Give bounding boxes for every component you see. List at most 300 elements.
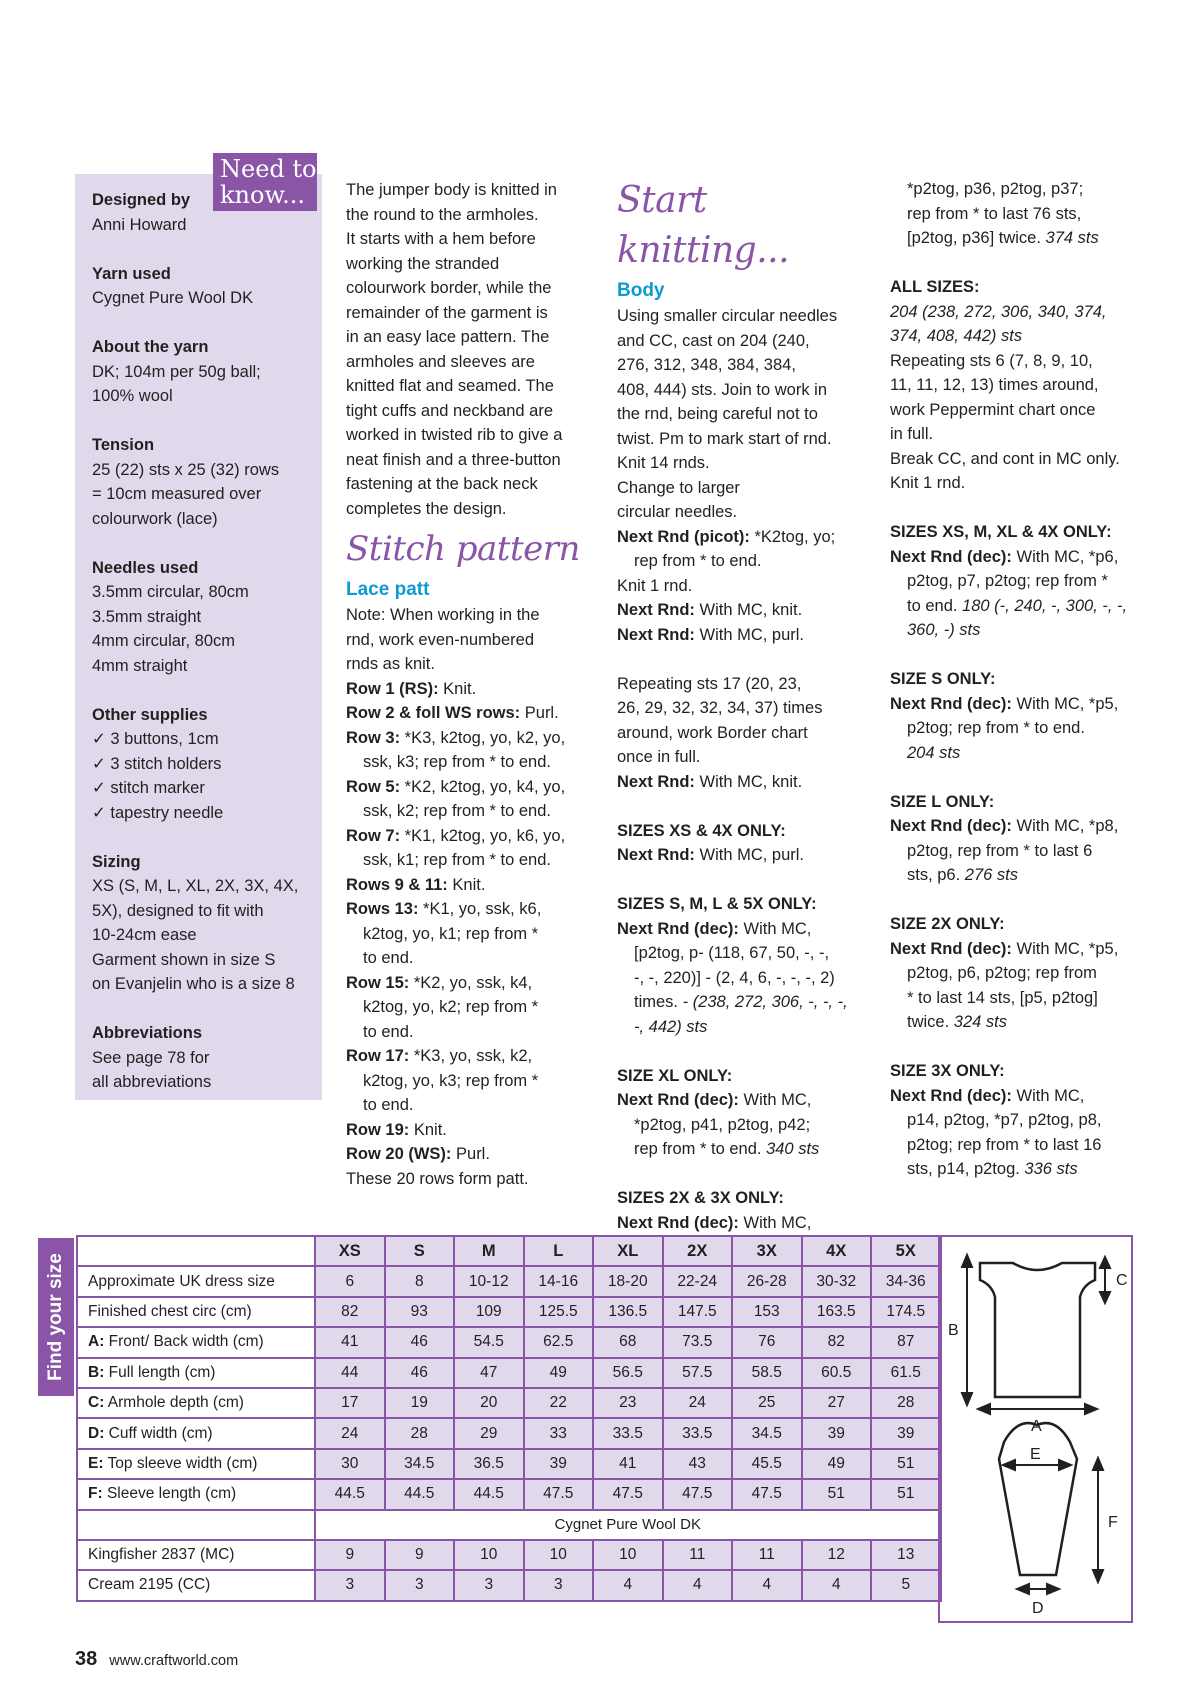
- measurement-value: 17: [315, 1388, 385, 1418]
- next-rnd-label: Next Rnd:: [617, 846, 695, 864]
- size-header-cell: XS: [315, 1236, 385, 1266]
- sizes-xs-4x-heading: [617, 819, 867, 844]
- row-text: Purl.: [520, 704, 559, 722]
- measurement-value: 33: [524, 1418, 594, 1448]
- body-outline: [980, 1263, 1095, 1397]
- s4-line-3: * to last 14 sts, [p5, p2tog]: [907, 988, 1098, 1007]
- yarn-ball-count: 12: [802, 1540, 872, 1570]
- sidebar-heading: Designed by: [92, 191, 191, 209]
- measurement-value: 47.5: [732, 1479, 802, 1509]
- x23-line-1: With MC,: [738, 1213, 812, 1232]
- repeat-line: Repeating sts 17 (20, 23,: [617, 674, 802, 693]
- yarn-ball-count: 10: [454, 1540, 524, 1570]
- measurement-value: 51: [871, 1449, 941, 1479]
- find-your-size-tab: [38, 1238, 74, 1396]
- sml5x-line-3: -, -, 220)] - (2, 4, 6, -, -, -, 2): [634, 968, 835, 987]
- measurement-row: [77, 1297, 941, 1327]
- s5-line-4: [890, 1157, 1150, 1182]
- measurement-prefix: B:: [88, 1363, 105, 1381]
- size-xl-heading-text: SIZE XL ONLY:: [617, 1066, 733, 1085]
- lace-row: [346, 824, 591, 849]
- all-sizes-line: Knit 1 rnd.: [890, 474, 966, 492]
- measurement-value: 8: [385, 1266, 455, 1296]
- s4-heading: [890, 912, 1150, 937]
- measurement-value: 47.5: [593, 1479, 663, 1509]
- measurement-name: Front/ Back width (cm): [104, 1333, 264, 1351]
- measurement-row: [77, 1388, 941, 1418]
- size-header-cell: 5X: [871, 1236, 941, 1266]
- sml5x-line-4: [617, 990, 867, 1015]
- size-header-cell: XL: [593, 1236, 663, 1266]
- s5-heading-text: SIZE 3X ONLY:: [890, 1062, 1005, 1080]
- s1-line-3-text: to end.: [907, 596, 963, 615]
- measurement-prefix: D:: [88, 1424, 105, 1442]
- measurement-value: 46: [385, 1358, 455, 1388]
- lace-patt-heading: Lace patt: [346, 579, 430, 600]
- measurement-name: Sleeve length (cm): [102, 1485, 237, 1503]
- sizes-xs-4x-heading-text: SIZES XS & 4X ONLY:: [617, 821, 786, 840]
- measurement-value: 147.5: [663, 1297, 733, 1327]
- row-label: Rows 9 & 11:: [346, 875, 448, 894]
- body-line: Using smaller circular needles: [617, 307, 838, 325]
- column-intro: [346, 178, 591, 1191]
- measurement-name: Full length (cm): [104, 1363, 216, 1381]
- measurement-value: 39: [871, 1418, 941, 1448]
- dec-label: Next Rnd (dec):: [890, 694, 1012, 713]
- yarn-ball-count: 10: [524, 1540, 594, 1570]
- picot-line-2: rep from * to end.: [634, 552, 762, 570]
- measurement-value: 14-16: [524, 1266, 594, 1296]
- size-xl-heading: [617, 1064, 867, 1089]
- sidebar-section: [92, 262, 312, 311]
- measurement-value: 47.5: [663, 1479, 733, 1509]
- measurement-value: 46: [385, 1327, 455, 1357]
- s4-line-4: [890, 1010, 1150, 1035]
- measurement-value: 163.5: [802, 1297, 872, 1327]
- s5-line-1: With MC,: [1011, 1086, 1085, 1105]
- measurement-row: [77, 1449, 941, 1479]
- s1-heading: [890, 520, 1150, 545]
- s2-heading: [890, 667, 1150, 692]
- row-label: Row 3:: [346, 728, 401, 747]
- knit-one-rnd: Knit 1 rnd.: [617, 576, 693, 595]
- s4-line-4-text: twice.: [907, 1013, 954, 1031]
- yarn-ball-count: 5: [871, 1570, 941, 1600]
- intro-line: armholes and sleeves are: [346, 352, 535, 371]
- row-continuation: to end.: [363, 1022, 414, 1041]
- row-text: Knit.: [409, 1120, 447, 1139]
- picot-label: Next Rnd (picot):: [617, 527, 750, 546]
- yarn-name: Cygnet Pure Wool DK: [315, 1510, 941, 1540]
- row-label: Row 15:: [346, 973, 410, 992]
- sizes-sml5x-heading: [617, 892, 867, 917]
- measurement-row: [77, 1327, 941, 1357]
- next-rnd-knit-2: [617, 770, 867, 795]
- picot-row: [617, 525, 867, 550]
- measurement-value: 51: [871, 1479, 941, 1509]
- yarn-ball-count: 3: [315, 1570, 385, 1600]
- note-line: rnds as knit.: [346, 655, 435, 673]
- intro-line: It starts with a hem before: [346, 230, 536, 248]
- row-text: *K1, k2tog, yo, k6, yo,: [400, 826, 566, 845]
- measurement-value: 93: [385, 1297, 455, 1327]
- sidebar-line: colourwork (lace): [92, 509, 218, 528]
- yarn-ball-count: 4: [802, 1570, 872, 1600]
- s2-line-1: With MC, *p5,: [1011, 694, 1119, 713]
- lace-row: [346, 701, 591, 726]
- measurement-value: 24: [315, 1418, 385, 1448]
- all-sizes-text: [890, 349, 1150, 496]
- measurement-value: 24: [663, 1388, 733, 1418]
- sidebar-line: on Evanjelin who is a size 8: [92, 975, 295, 993]
- sidebar-line: all abbreviations: [92, 1073, 212, 1091]
- label-d: D: [1032, 1600, 1044, 1617]
- sizes-2x-3x-heading-text: SIZES 2X & 3X ONLY:: [617, 1189, 784, 1207]
- s5-line-2: p14, p2tog, *p7, p2tog, p8,: [907, 1111, 1102, 1129]
- s2-sts: 204 sts: [907, 743, 961, 762]
- sidebar-heading: Needles used: [92, 558, 199, 577]
- xl-line-2: *p2tog, p41, p2tog, p42;: [634, 1115, 811, 1134]
- s1-line-3: [890, 594, 1150, 619]
- measurement-prefix: A:: [88, 1333, 105, 1351]
- sidebar-line: DK; 104m per 50g ball;: [92, 362, 261, 381]
- intro-line: working the stranded: [346, 254, 500, 273]
- row-text: *K3, k2tog, yo, k2, yo,: [400, 728, 566, 747]
- measurement-value: 49: [802, 1449, 872, 1479]
- sidebar-heading: Sizing: [92, 852, 141, 871]
- row-continuation: to end.: [363, 949, 414, 967]
- sml5x-times: times.: [634, 993, 679, 1011]
- page-footer: [75, 1648, 238, 1671]
- yarn-ball-count: 3: [524, 1570, 594, 1600]
- measurement-value: 39: [802, 1418, 872, 1448]
- measurement-value: 19: [385, 1388, 455, 1418]
- body-line: circular needles.: [617, 503, 738, 521]
- measurement-label: [77, 1479, 315, 1509]
- intro-line: the round to the armholes.: [346, 205, 539, 224]
- measurement-value: 136.5: [593, 1297, 663, 1327]
- yarn-ball-count: 4: [593, 1570, 663, 1600]
- sidebar-line: 25 (22) sts x 25 (32) rows: [92, 460, 280, 479]
- measurement-value: 87: [871, 1327, 941, 1357]
- sidebar-heading: Tension: [92, 436, 155, 454]
- next-rnd-purl-text: With MC, purl.: [694, 846, 805, 864]
- sml5x-line-2: [p2tog, p- (118, 67, 50, -, -,: [634, 944, 830, 962]
- s3-heading-text: SIZE L ONLY:: [890, 792, 995, 811]
- garment-schematic: [938, 1235, 1133, 1623]
- row-continuation: k2tog, yo, k3; rep from *: [363, 1071, 539, 1090]
- s1-sts-1: 180 (-, 240, -, 300, -, -,: [962, 596, 1128, 615]
- sidebar-section: [92, 433, 312, 531]
- size-header-row: [77, 1236, 941, 1266]
- dec-label: Next Rnd (dec):: [617, 1091, 739, 1109]
- next-rnd-purl: [617, 623, 867, 648]
- sml5x-sts-1: - (238, 272, 306, -, -, -,: [682, 993, 848, 1011]
- sidebar-section: [92, 1021, 312, 1095]
- row-continuation: ssk, k3; rep from * to end.: [363, 753, 551, 771]
- sml5x-line-1: With MC,: [738, 919, 812, 938]
- s3-line-3-text: sts, p6.: [907, 866, 965, 884]
- column-sizes: [890, 177, 1150, 1182]
- sidebar-line: 5X), designed to fit with: [92, 901, 264, 920]
- measurement-value: 33.5: [593, 1418, 663, 1448]
- s3-line-1: With MC, *p8,: [1011, 817, 1119, 835]
- body-line: Change to larger: [617, 478, 740, 497]
- label-a: A: [1031, 1418, 1042, 1435]
- lace-row: [346, 971, 591, 996]
- sidebar-heading: Other supplies: [92, 705, 208, 724]
- sidebar-line: 10-24cm ease: [92, 926, 197, 944]
- sizes-sml5x-heading-text: SIZES S, M, L & 5X ONLY:: [617, 895, 817, 913]
- yarn-colour-label: Cream 2195 (CC): [77, 1570, 315, 1600]
- repeat-line: 26, 29, 32, 32, 34, 37) times: [617, 699, 823, 717]
- row-label: Row 1 (RS):: [346, 679, 439, 698]
- row-label: Row 17:: [346, 1047, 410, 1065]
- measurement-value: 51: [802, 1479, 872, 1509]
- next-rnd-label: Next Rnd:: [617, 772, 695, 791]
- dec-label: Next Rnd (dec):: [617, 1213, 739, 1232]
- intro-line: The jumper body is knitted in: [346, 181, 557, 199]
- intro-line: completes the design.: [346, 499, 507, 518]
- measurement-value: 30: [315, 1449, 385, 1479]
- note-line: rnd, work even-numbered: [346, 630, 535, 649]
- measurement-label: [77, 1266, 315, 1296]
- sml5x-dec-row: [617, 917, 867, 942]
- s3-line-2: p2tog, rep from * to last 6: [907, 841, 1093, 860]
- measurement-value: 41: [593, 1449, 663, 1479]
- yarn-ball-count: 11: [732, 1540, 802, 1570]
- size-header-cell: 3X: [732, 1236, 802, 1266]
- sidebar-line: ✓ tapestry needle: [92, 803, 224, 822]
- sidebar-line: 100% wool: [92, 387, 173, 405]
- all-sizes-heading-text: ALL SIZES:: [890, 278, 980, 296]
- measurement-value: 39: [524, 1449, 594, 1479]
- xl-line-3-text: rep from * to end.: [634, 1140, 767, 1158]
- label-c: C: [1116, 1272, 1128, 1289]
- measurement-value: 61.5: [871, 1358, 941, 1388]
- sidebar-section: [92, 556, 312, 679]
- measurement-value: 23: [593, 1388, 663, 1418]
- measurement-value: 45.5: [732, 1449, 802, 1479]
- sidebar-line: 3.5mm circular, 80cm: [92, 583, 249, 601]
- xl-dec-row: [617, 1088, 867, 1113]
- yarn-ball-count: 4: [663, 1570, 733, 1600]
- row-continuation: ssk, k1; rep from * to end.: [363, 851, 551, 869]
- dec-label: Next Rnd (dec):: [890, 547, 1012, 566]
- s4-sts: 324 sts: [953, 1013, 1007, 1031]
- measurement-value: 27: [802, 1388, 872, 1418]
- all-sizes-heading: [890, 275, 1150, 300]
- s5-line-3: p2tog; rep from * to last 16: [907, 1135, 1102, 1154]
- body-line: the rnd, being careful not to: [617, 405, 818, 423]
- measurement-value: 73.5: [663, 1327, 733, 1357]
- lace-note: [346, 603, 591, 677]
- measurement-value: 125.5: [524, 1297, 594, 1327]
- label-b: B: [948, 1322, 959, 1339]
- yarn-colour-label: Kingfisher 2837 (MC): [77, 1540, 315, 1570]
- measurement-value: 60.5: [802, 1358, 872, 1388]
- s1-dec-row: [890, 545, 1150, 570]
- s3-line-3: [890, 863, 1150, 888]
- intro-line: tight cuffs and neckband are: [346, 401, 554, 420]
- measurement-row: [77, 1266, 941, 1296]
- sidebar-section: [92, 188, 312, 237]
- row-label: Row 5:: [346, 777, 401, 796]
- start-knitting-heading: Start knitting...: [617, 180, 790, 271]
- body-line: Knit 14 rnds.: [617, 454, 710, 472]
- measurement-value: 26-28: [732, 1266, 802, 1296]
- size-header-cell: M: [454, 1236, 524, 1266]
- measurement-value: 174.5: [871, 1297, 941, 1327]
- s2-dec-row: [890, 692, 1150, 717]
- repeat-line: once in full.: [617, 748, 701, 766]
- dec-label: Next Rnd (dec):: [890, 817, 1012, 835]
- sidebar-section: [92, 703, 312, 826]
- s1-heading-text: SIZES XS, M, XL & 4X ONLY:: [890, 523, 1112, 541]
- xl-line-1: With MC,: [738, 1091, 812, 1109]
- lace-row: [346, 897, 591, 922]
- yarn-row: [77, 1570, 941, 1600]
- sidebar-line: Cygnet Pure Wool DK: [92, 289, 254, 307]
- measurement-value: 47: [454, 1358, 524, 1388]
- sidebar-section: [92, 335, 312, 409]
- column-start-knitting: [617, 176, 867, 1235]
- size-header-cell: S: [385, 1236, 455, 1266]
- sidebar-line: ✓ 3 buttons, 1cm: [92, 730, 219, 748]
- row-label: Row 19:: [346, 1120, 410, 1139]
- s5-sts: 336 sts: [1024, 1160, 1078, 1178]
- body-line: 408, 444) sts. Join to work in: [617, 380, 828, 399]
- measurement-prefix: E:: [88, 1454, 104, 1472]
- row-text: Purl.: [451, 1145, 490, 1163]
- schematic-svg: [940, 1237, 1131, 1621]
- measurement-value: 34-36: [871, 1266, 941, 1296]
- row-text: *K2, k2tog, yo, k4, yo,: [400, 777, 566, 796]
- yarn-ball-count: 4: [732, 1570, 802, 1600]
- lace-row: [346, 873, 591, 898]
- row-label: Row 7:: [346, 826, 401, 845]
- badge-line-2: know...: [220, 181, 306, 209]
- next-rnd-knit-text: With MC, knit.: [694, 601, 803, 619]
- sidebar-line: 3.5mm straight: [92, 607, 202, 626]
- picot-line-1: *K2tog, yo;: [749, 527, 836, 546]
- measurement-value: 68: [593, 1327, 663, 1357]
- measurement-value: 44: [315, 1358, 385, 1388]
- cont-line-1: *p2tog, p36, p2tog, p37;: [907, 180, 1084, 198]
- measurement-value: 41: [315, 1327, 385, 1357]
- measurement-value: 76: [732, 1327, 802, 1357]
- measurement-label: [77, 1449, 315, 1479]
- measurement-value: 6: [315, 1266, 385, 1296]
- dec-label: Next Rnd (dec):: [890, 1086, 1012, 1105]
- s5-line-4-text: sts, p14, p2tog.: [907, 1160, 1025, 1178]
- all-sizes-line: Break CC, and cont in MC only.: [890, 449, 1120, 468]
- repeat-text: [617, 672, 867, 770]
- label-e: E: [1030, 1446, 1041, 1463]
- measurement-value: 54.5: [454, 1327, 524, 1357]
- measurement-label: [77, 1297, 315, 1327]
- next-rnd-label: Next Rnd:: [617, 625, 695, 644]
- header-blank: [77, 1236, 315, 1266]
- s2-heading-text: SIZE S ONLY:: [890, 670, 996, 688]
- sidebar-heading: About the yarn: [92, 338, 209, 356]
- next-rnd-label: Next Rnd:: [617, 601, 695, 619]
- sizes-2x-3x-heading: [617, 1186, 867, 1211]
- intro-line: knitted flat and seamed. The: [346, 377, 554, 395]
- measurement-name: Top sleeve width (cm): [103, 1454, 258, 1472]
- sidebar-line: XS (S, M, L, XL, 2X, 3X, 4X,: [92, 877, 299, 895]
- measurement-value: 57.5: [663, 1358, 733, 1388]
- s5-dec-row: [890, 1084, 1150, 1109]
- intro-line: remainder of the garment is: [346, 303, 548, 322]
- yarn-ball-count: 9: [315, 1540, 385, 1570]
- measurement-label: [77, 1327, 315, 1357]
- yarn-ball-count: 9: [385, 1540, 455, 1570]
- measurement-value: 82: [802, 1327, 872, 1357]
- stitch-pattern-heading: Stitch pattern: [346, 529, 580, 569]
- sidebar-line: ✓ stitch marker: [92, 779, 205, 797]
- yarn-name-row: [77, 1510, 941, 1540]
- measurement-name: Approximate UK dress size: [88, 1272, 275, 1290]
- sidebar-content: [92, 188, 312, 1119]
- measurement-value: 20: [454, 1388, 524, 1418]
- measurement-value: 25: [732, 1388, 802, 1418]
- measurement-label: [77, 1388, 315, 1418]
- row-label: Row 2 & foll WS rows:: [346, 704, 521, 722]
- sml5x-sts-2: -, 442) sts: [634, 1017, 708, 1036]
- measurement-value: 44.5: [315, 1479, 385, 1509]
- lace-rows: [346, 677, 591, 1167]
- all-sizes-line: work Peppermint chart once: [890, 400, 1096, 419]
- measurement-value: 43: [663, 1449, 733, 1479]
- x23-dec-row: [617, 1211, 867, 1236]
- badge-line-1: Need to: [220, 155, 317, 183]
- sidebar-section: [92, 850, 312, 997]
- measurement-value: 33.5: [663, 1418, 733, 1448]
- measurement-value: 109: [454, 1297, 524, 1327]
- row-text: Knit.: [447, 875, 486, 894]
- sidebar-heading: Yarn used: [92, 264, 171, 283]
- yarn-ball-count: 3: [454, 1570, 524, 1600]
- all-sizes-line: Repeating sts 6 (7, 8, 9, 10,: [890, 351, 1093, 370]
- sidebar-line: ✓ 3 stitch holders: [92, 754, 222, 773]
- measurement-value: 29: [454, 1418, 524, 1448]
- repeat-line: around, work Border chart: [617, 723, 808, 742]
- measurement-value: 82: [315, 1297, 385, 1327]
- label-f: F: [1108, 1514, 1118, 1531]
- footer-url[interactable]: www.craftworld.com: [109, 1653, 239, 1669]
- xl-line-3: [617, 1137, 867, 1162]
- lace-row: [346, 1118, 591, 1143]
- next-rnd-knit: [617, 598, 867, 623]
- lace-closing: These 20 rows form patt.: [346, 1169, 529, 1188]
- s4-line-1: With MC, *p5,: [1011, 939, 1119, 958]
- yarn-ball-count: 13: [871, 1540, 941, 1570]
- lace-row: [346, 775, 591, 800]
- measurement-value: 28: [871, 1388, 941, 1418]
- lace-row: [346, 677, 591, 702]
- s3-heading: [890, 790, 1150, 815]
- measurement-value: 22-24: [663, 1266, 733, 1296]
- lace-row: [346, 1044, 591, 1069]
- sidebar-line: See page 78 for: [92, 1048, 210, 1067]
- measurement-value: 22: [524, 1388, 594, 1418]
- all-sizes-line: 11, 11, 12, 13) times around,: [890, 376, 1099, 394]
- row-text: *K3, yo, ssk, k2,: [409, 1047, 533, 1065]
- intro-line: in an easy lace pattern. The: [346, 328, 550, 346]
- sidebar-heading: Abbreviations: [92, 1024, 203, 1042]
- measurement-row: [77, 1358, 941, 1388]
